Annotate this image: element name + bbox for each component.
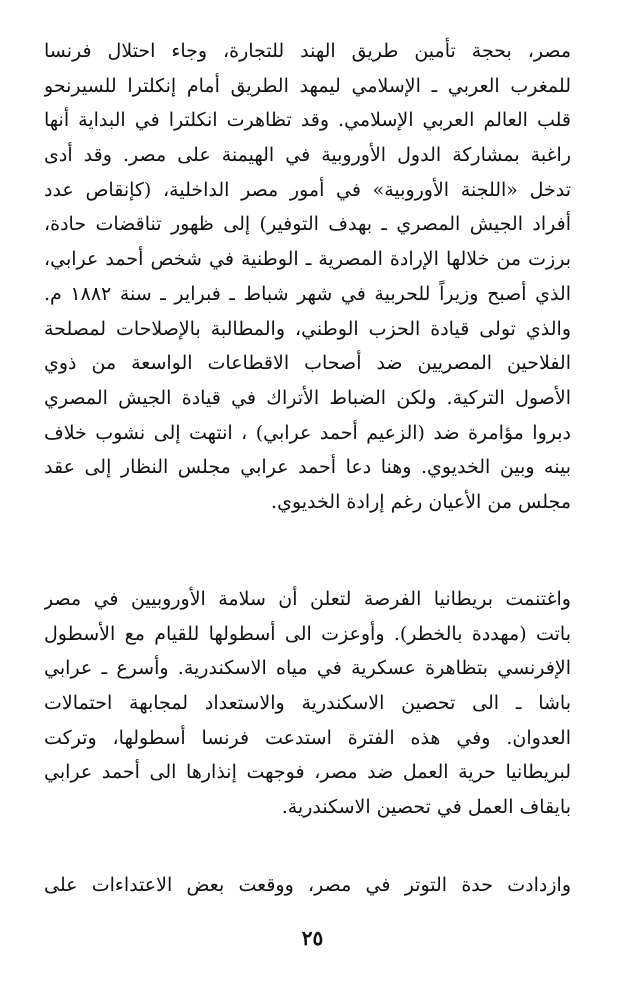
text-line: أفراد الجيش المصري ـ بهدف التوفير) إلى ظهور تناقضات حادة، — [44, 213, 571, 236]
text-line: واغتنمت بريطانيا الفرصة لتعلن أن سلامة الأوروبيين في مصر — [44, 588, 571, 610]
text-line: لبريطانيا حرية العمل ضد مصر، فوجهت إنذارها الى أحمد عرابي — [44, 761, 571, 784]
text-line: باتت (مهددة بالخطر). وأوعزت الى أسطولها للقيام مع الأسطول — [44, 622, 571, 645]
text-line: قلب العالم العربي الإسلامي. وقد تظاهرت انكلترا في البداية أنها — [44, 109, 571, 132]
text-line: بينه وبين الخديوي. وهنا دعا أحمد عرابي مجلس النظار إلى عقد — [44, 456, 571, 479]
paragraph-1 — [44, 34, 571, 520]
text-line: برزت من خلالها الإرادة المصرية ـ الوطنية في شخص أحمد عرابي، — [44, 248, 571, 271]
page-number: ٢٥ — [301, 926, 324, 950]
text-line: دبروا مؤامرة ضد (الزعيم أحمد عرابي) ، انتهت إلى نشوب خلاف — [44, 421, 571, 444]
text-line: راغبة بمشاركة الدول الأوروبية في الهيمنة على مصر. وقد أدى — [44, 144, 571, 167]
text-line: وازدادت حدة التوتر في مصر، ووقعت بعض الاعتداءات على — [44, 874, 571, 896]
text-line: والذي تولى قيادة الحزب الوطني، والمطالبة بالإصلاحات لمصلحة — [44, 317, 571, 340]
text-line: الذي أصبح وزيراً للحربية في شهر شباط ـ فبراير ـ سنة ١٨٨٢ م. — [44, 282, 571, 305]
text-line: مجلس من الأعيان رغم إرادة الخديوي. — [271, 490, 571, 513]
text-line: العدوان. وفي هذه الفترة استدعت فرنسا أسطولها، وتركت — [44, 726, 571, 749]
text-line: بايقاف العمل في تحصين الاسكندرية. — [281, 796, 571, 819]
text-line: تدخل «اللجنة الأوروبية» في أمور مصر الداخلية، (كإنقاص عدد — [44, 178, 571, 201]
text-line: مصر، بحجة تأمين طريق الهند للتجارة، وجاء احتلال فرنسا — [44, 40, 571, 62]
text-line: الإفرنسي بتظاهرة عسكرية في مياه الاسكندرية. وأسرع ـ عرابي — [44, 657, 571, 680]
text-line: للمغرب العربي ـ الإسلامي ليمهد الطريق أمام إنكلترا للسيرنحو — [44, 74, 571, 97]
text-line: باشا ـ الى تحصين الاسكندرية والاستعداد لمجابهة احتمالات — [44, 692, 571, 715]
paragraph-2 — [44, 582, 571, 825]
paragraph-3 — [44, 868, 571, 903]
text-line: الفلاحين المصريين ضد أصحاب الاقطاعات الواسعة من ذوي — [44, 352, 571, 375]
text-line: الأصول التركية. ولكن الضباط الأتراك في قيادة الجيش المصري — [44, 386, 571, 409]
